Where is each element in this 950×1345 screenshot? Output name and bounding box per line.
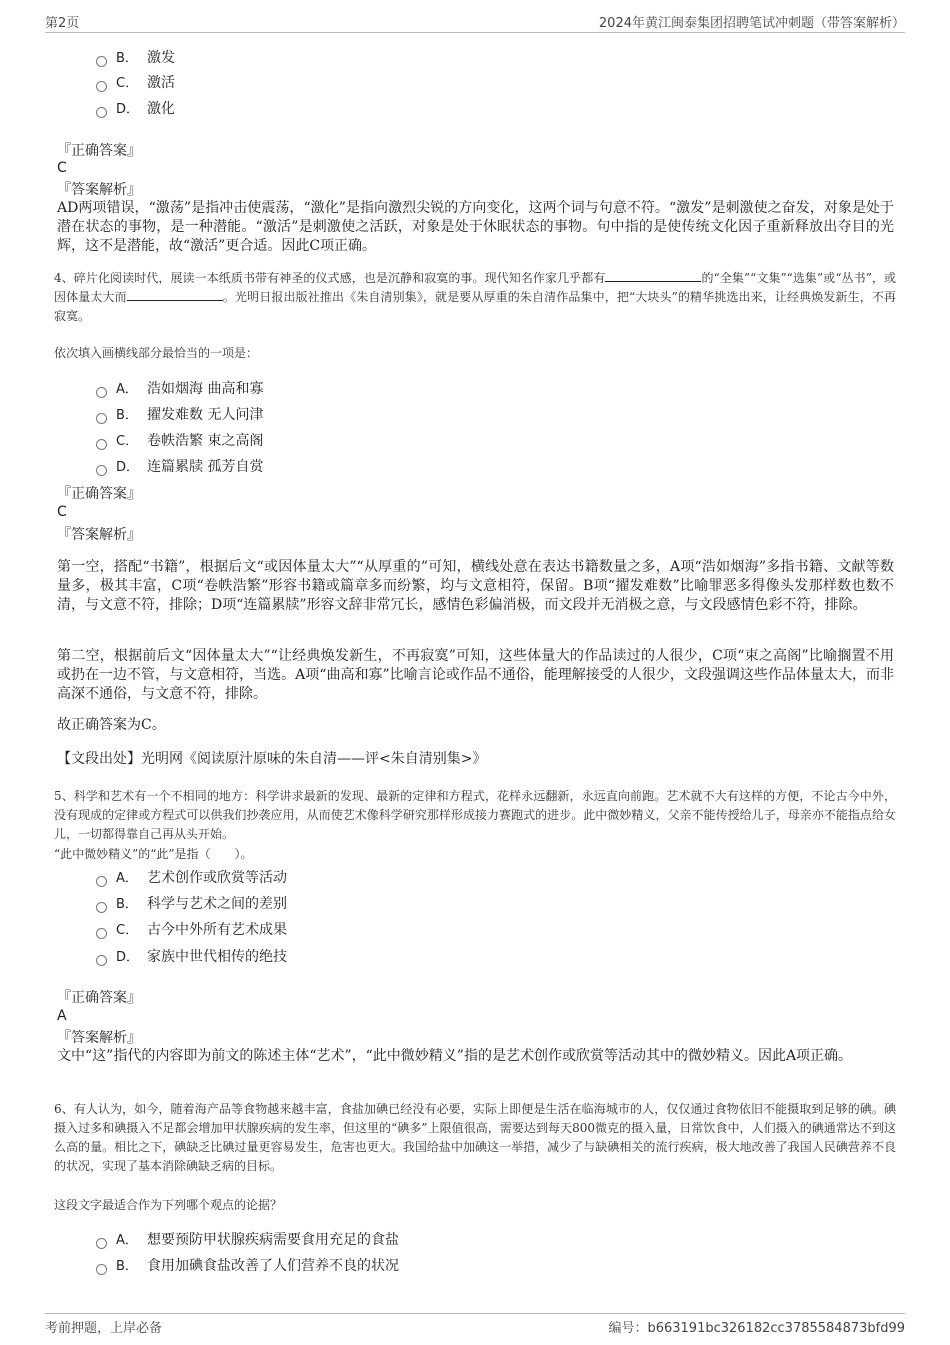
answer-value: C — [57, 160, 67, 176]
answer-label: 『正确答案』 — [57, 486, 141, 502]
radio-icon[interactable] — [96, 928, 107, 939]
option-a[interactable]: A． 浩如烟海 曲高和寡 — [96, 378, 263, 400]
radio-icon[interactable] — [96, 902, 107, 913]
radio-icon[interactable] — [96, 56, 107, 67]
option-b[interactable]: B． 激发 — [96, 47, 175, 69]
analysis-text: AD两项错误，“激荡”是指冲击使震荡，“激化”是指向激烈尖锐的方向变化，这两个词与句意不符。“激发”是刺激使之奋发，对象是处于潜在状态的事物，是一种潜能。“激活”是刺激使之活跃，对象是处于休眠状态的事物。句中指的是使传统文化因子重新释放出夺目的光辉，这不是潜能，故“激活”更合适。因此C项正确。 — [57, 200, 894, 254]
option-a[interactable]: A． 想要预防甲状腺疾病需要食用充足的食盐 — [96, 1229, 399, 1251]
question-stem: 5、科学和艺术有一个不相同的地方：科学讲求最新的发现、最新的定律和方程式，花样永远翻新，永远直向前跑。艺术就不大有这样的方便，不论古今中外，没有现成的定律或方程式可以供我们抄袭应用，从而使艺术像科学研究那样形成接力赛跑式的进步。此中微妙精义，父亲不能传授给儿子，母亲亦不能指点给女儿，一切都得靠自己再从头开始。 — [54, 789, 896, 841]
option-c[interactable]: C． 卷帙浩繁 束之高阁 — [96, 430, 263, 452]
option-d[interactable]: D． 连篇累牍 孤芳自赏 — [96, 456, 263, 478]
option-c[interactable]: C． 激活 — [96, 72, 175, 94]
analysis-label: 『答案解析』 — [57, 1030, 141, 1046]
option-b[interactable]: B． 食用加碘食盐改善了人们营养不良的状况 — [96, 1255, 399, 1277]
option-d[interactable]: D． 家族中世代相传的绝技 — [96, 946, 287, 968]
footer-slogan: 考前押题，上岸必备 — [45, 1321, 163, 1336]
radio-icon[interactable] — [96, 413, 107, 424]
question-prompt: “此中微妙精义”的“此”是指（ ）。 — [54, 847, 253, 861]
option-c[interactable]: C． 古今中外所有艺术成果 — [96, 919, 287, 941]
analysis-text: 第二空，根据前后文“因体量太大”“让经典焕发新生，不再寂寞”可知，这些体量大的作品读过的人很少，C项“束之高阁”比喻搁置不用或扔在一边不管，与文意相符，当选。A项“曲高和寡”比喻言论或作品不通俗，能理解接受的人很少，文段强调这些作品体量太大，而非高深不通俗，与文意不符，排除。 — [57, 648, 894, 702]
analysis-text: 第一空，搭配“书籍”，根据后文“或因体量太大”“从厚重的”可知，横线处意在表达书籍数量之多，A项“浩如烟海”多指书籍、文献等数量多，极其丰富，C项“卷帙浩繁”形容书籍或篇章多而纷繁，均与文意相符，保留。B项“擢发难数”比喻罪恶多得像头发那样数也数不清，与文意不符，排除；D项“连篇累牍”形容文辞非常冗长，感情色彩偏消极，而文段并无消极之意，与文段感情色彩不符，排除。 — [57, 559, 894, 613]
question-prompt: 依次填入画横线部分最恰当的一项是： — [54, 346, 259, 360]
analysis-conclusion: 故正确答案为C。 — [57, 717, 166, 733]
option-a[interactable]: A． 艺术创作或欣赏等活动 — [96, 867, 287, 889]
radio-icon[interactable] — [96, 1264, 107, 1275]
option-b[interactable]: B． 擢发难数 无人问津 — [96, 404, 263, 426]
option-d[interactable]: D． 激化 — [96, 98, 175, 120]
question-prompt: 这段文字最适合作为下列哪个观点的论据？ — [54, 1198, 283, 1212]
question-stem: 6、有人认为，如今，随着海产品等食物越来越丰富，食盐加碘已经没有必要，实际上即便是生活在临海城市的人，仅仅通过食物依旧不能摄取到足够的碘。碘摄入过多和碘摄入不足都会增加甲状腺疾病的发生率，但这里的“碘多”上限值很高，需要达到每天800微克的摄入量，日常饮食中，人们摄入的碘通常达不到这么高的量。相比之下，碘缺乏比碘过量更容易发生，危害也更大。我国给盐中加碘这一举措，减少了与缺碘相关的流行疾病，极大地改善了我国人民碘营养不良的状况，实现了基本消除碘缺乏病的目标。 — [54, 1102, 896, 1173]
radio-icon[interactable] — [96, 387, 107, 398]
document-title: 2024年黄江闽泰集团招聘笔试冲刺题（带答案解析） — [598, 16, 905, 31]
radio-icon[interactable] — [96, 876, 107, 887]
page-header — [45, 10, 905, 33]
analysis-label: 『答案解析』 — [57, 182, 141, 198]
analysis-text: 文中“这”指代的内容即为前文的陈述主体“艺术”，“此中微妙精义”指的是艺术创作或欣赏等活动其中的微妙精义。因此A项正确。 — [57, 1048, 853, 1064]
radio-icon[interactable] — [96, 439, 107, 450]
radio-icon[interactable] — [96, 465, 107, 476]
analysis-label: 『答案解析』 — [57, 527, 141, 543]
fill-blank — [127, 288, 223, 301]
option-b[interactable]: B． 科学与艺术之间的差别 — [96, 893, 287, 915]
page-number: 第2页 — [45, 16, 80, 31]
radio-icon[interactable] — [96, 955, 107, 966]
radio-icon[interactable] — [96, 107, 107, 118]
fill-blank — [605, 269, 701, 282]
document-id: 编号：b663191bc326182cc3785584873bfd99 — [608, 1321, 905, 1336]
source-note: 【文段出处】光明网《阅读原汁原味的朱自清——评<朱自清别集>》 — [57, 751, 487, 767]
radio-icon[interactable] — [96, 81, 107, 92]
question-stem: 4、碎片化阅读时代，展读一本纸质书带有神圣的仪式感，也是沉静和寂寞的事。现代知名作家几乎都有 的“全集”“文集”“选集”或“丛书”，或因体量太大而 。光明日报出版社推出《朱自清别集》，就是要从厚重的朱自清作品集中，把“大块头”的精华挑选出来，让经典焕发新生，不再寂寞。 — [54, 271, 896, 323]
radio-icon[interactable] — [96, 1238, 107, 1249]
page-footer — [45, 1313, 905, 1338]
answer-value: A — [57, 1008, 67, 1024]
answer-label: 『正确答案』 — [57, 990, 141, 1006]
answer-label: 『正确答案』 — [57, 143, 141, 159]
answer-value: C — [57, 504, 67, 520]
